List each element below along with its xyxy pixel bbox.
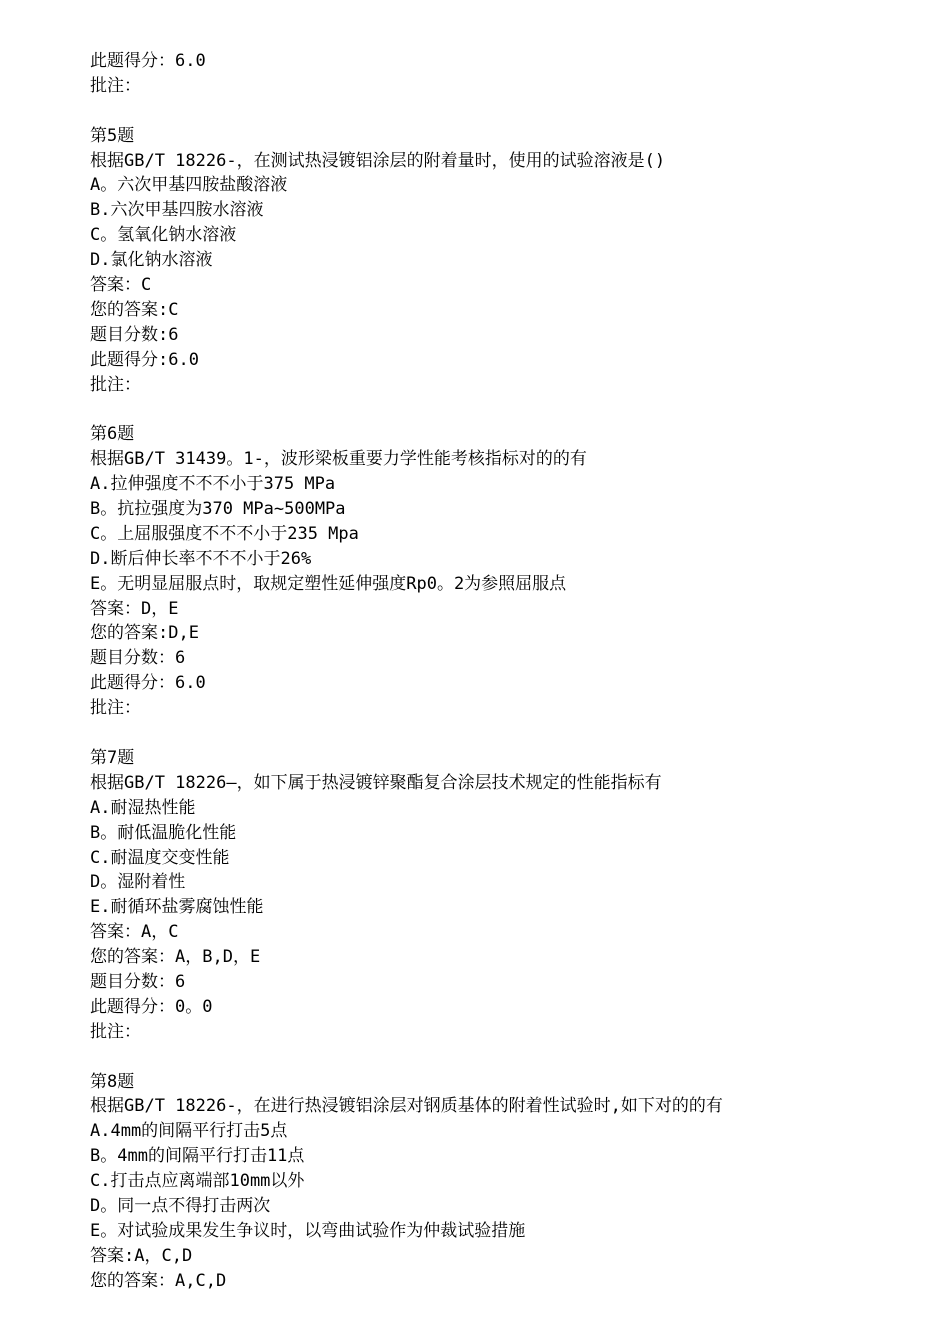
spacer: [90, 397, 930, 422]
question-stem: 根据GB/T 31439。1-，波形梁板重要力学性能考核指标对的的有: [90, 449, 587, 470]
answer-line: 答案：A，C: [90, 922, 179, 943]
question-stem: 根据GB/T 18226-，在测试热浸镀铝涂层的附着量时，使用的试验溶液是(): [90, 150, 666, 171]
document-page: [90, 49, 930, 1294]
option-a: A。六次甲基四胺盐酸溶液: [90, 175, 288, 196]
your-answer-line: 您的答案：A，B,D，E: [90, 947, 261, 968]
option-a: A.耐湿热性能: [90, 797, 196, 818]
question-title: 第8题: [90, 1071, 135, 1092]
option-b: B。抗拉强度为370 MPa~500MPa: [90, 499, 346, 520]
option-d: D。同一点不得打击两次: [90, 1195, 271, 1216]
note-line: 批注：: [90, 75, 141, 96]
score-line: 此题得分：6.0: [90, 51, 206, 71]
spacer: [90, 99, 930, 124]
points-line: 题目分数：6: [90, 648, 186, 669]
answer-line: 答案:A，C,D: [90, 1245, 193, 1266]
option-d: D.断后伸长率不不不小于26%: [90, 548, 312, 569]
your-answer-line: 您的答案：A,C,D: [90, 1270, 227, 1291]
question-stem: 根据GB/T 18226—，如下属于热浸镀锌聚酯复合涂层技术规定的性能指标有: [90, 772, 662, 793]
option-b: B.六次甲基四胺水溶液: [90, 200, 264, 221]
score-line: 此题得分：6.0: [90, 673, 206, 694]
answer-line: 答案：D，E: [90, 598, 179, 619]
option-e: E。无明显屈服点时，取规定塑性延伸强度Rp0。2为参照屈服点: [90, 573, 567, 594]
answer-line: 答案：C: [90, 275, 152, 296]
option-b: B。耐低温脆化性能: [90, 822, 237, 843]
question-title: 第7题: [90, 747, 135, 768]
score-line: 此题得分:6.0: [90, 349, 199, 370]
note-line: 批注：: [90, 698, 141, 719]
option-e: E。对试验成果发生争议时，以弯曲试验作为仲裁试验措施: [90, 1220, 526, 1241]
question-6: [90, 422, 930, 721]
spacer: [90, 721, 930, 746]
question-7: [90, 746, 930, 1045]
option-c: C。氢氧化钠水溶液: [90, 225, 237, 246]
question-5: [90, 124, 930, 398]
option-c: C。上屈服强度不不不小于235 Mpa: [90, 523, 359, 544]
option-a: A.4mm的间隔平行打击5点: [90, 1121, 288, 1142]
question-title: 第6题: [90, 424, 135, 445]
option-c: C.打击点应离端部10mm以外: [90, 1171, 305, 1192]
note-line: 批注：: [90, 1021, 141, 1042]
note-line: 批注：: [90, 374, 141, 395]
points-line: 题目分数：6: [90, 971, 186, 992]
question-title: 第5题: [90, 125, 135, 146]
points-line: 题目分数:6: [90, 324, 179, 345]
question-8: [90, 1070, 930, 1294]
your-answer-line: 您的答案:D,E: [90, 623, 199, 644]
question-stem: 根据GB/T 18226-，在进行热浸镀铝涂层对钢质基体的附着性试验时,如下对的的有: [90, 1096, 723, 1117]
option-a: A.拉伸强度不不不小于375 MPa: [90, 474, 336, 495]
option-d: D。湿附着性: [90, 872, 186, 893]
option-b: B。4mm的间隔平行打击11点: [90, 1146, 305, 1167]
score-line: 此题得分：0。0: [90, 996, 213, 1017]
option-c: C.耐温度交变性能: [90, 847, 230, 868]
spacer: [90, 1045, 930, 1070]
option-e: E.耐循环盐雾腐蚀性能: [90, 897, 264, 918]
your-answer-line: 您的答案:C: [90, 299, 179, 320]
option-d: D.氯化钠水溶液: [90, 250, 213, 271]
